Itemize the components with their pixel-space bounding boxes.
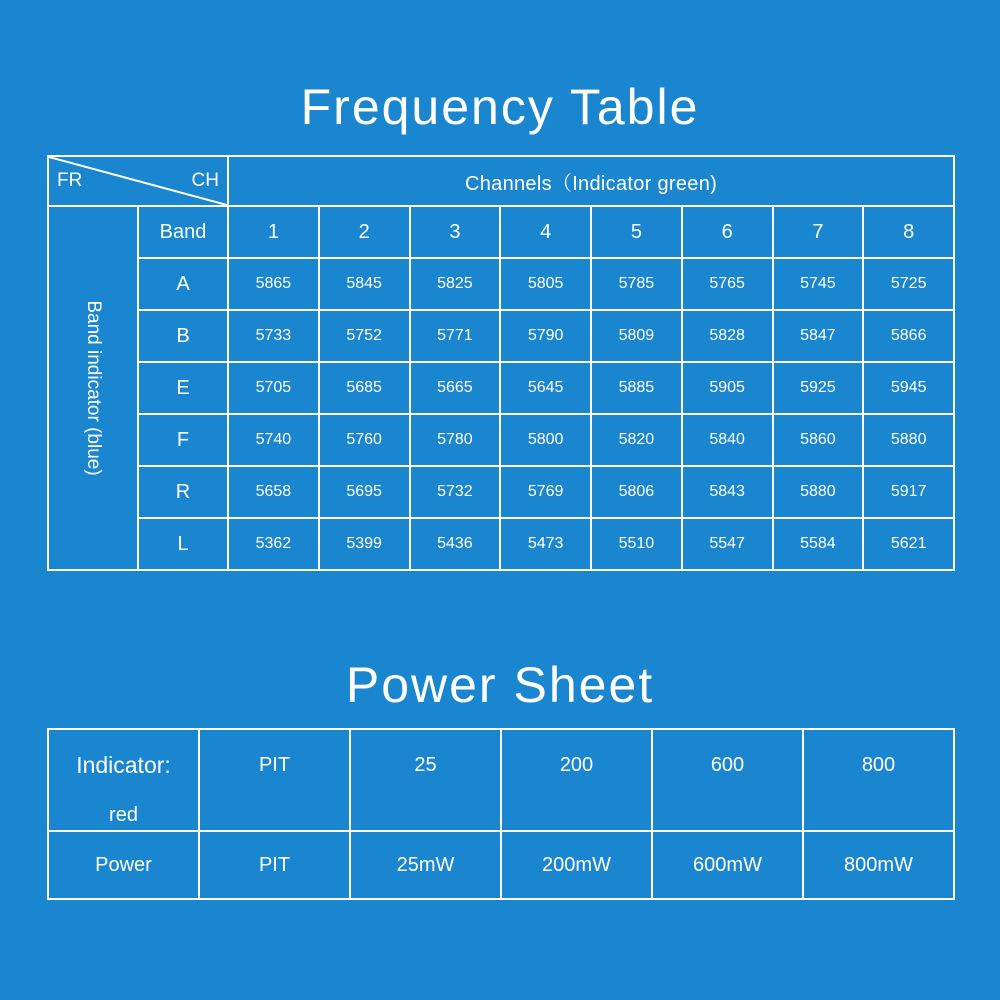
frequency-cell: 5825 <box>410 258 501 310</box>
band-row <box>48 310 954 362</box>
frequency-cell: 5785 <box>591 258 682 310</box>
indicator-value: 200 <box>501 729 652 831</box>
channel-number-row <box>48 206 954 258</box>
band-letter: B <box>138 310 228 362</box>
frequency-cell: 5790 <box>500 310 591 362</box>
frequency-cell: 5905 <box>682 362 773 414</box>
channel-number: 8 <box>863 206 954 258</box>
frequency-cell: 5732 <box>410 466 501 518</box>
frequency-cell: 5843 <box>682 466 773 518</box>
band-letter: A <box>138 258 228 310</box>
frequency-cell: 5880 <box>863 414 954 466</box>
frequency-cell: 5805 <box>500 258 591 310</box>
frequency-cell: 5917 <box>863 466 954 518</box>
frequency-cell: 5621 <box>863 518 954 570</box>
channel-number: 7 <box>773 206 864 258</box>
power-value: 800mW <box>803 831 954 899</box>
frequency-cell: 5828 <box>682 310 773 362</box>
band-row <box>48 414 954 466</box>
band-row <box>48 362 954 414</box>
frequency-cell: 5885 <box>591 362 682 414</box>
channel-number: 6 <box>682 206 773 258</box>
frequency-cell: 5399 <box>319 518 410 570</box>
channels-header: Channels（Indicator green) <box>228 156 954 206</box>
band-letter: F <box>138 414 228 466</box>
power-sheet-title: Power Sheet <box>345 657 655 713</box>
frequency-cell: 5806 <box>591 466 682 518</box>
indicator-label-cell <box>48 729 199 831</box>
frequency-cell: 5769 <box>500 466 591 518</box>
power-row <box>48 831 954 899</box>
band-row <box>48 466 954 518</box>
band-row <box>48 518 954 570</box>
frequency-cell: 5865 <box>228 258 319 310</box>
band-indicator-label: Band indicator (blue) <box>83 300 104 476</box>
power-sheet-table <box>47 728 955 900</box>
frequency-cell: 5436 <box>410 518 501 570</box>
frequency-table <box>47 155 955 571</box>
frequency-cell: 5866 <box>863 310 954 362</box>
frequency-cell: 5685 <box>319 362 410 414</box>
channel-number: 2 <box>319 206 410 258</box>
band-letter: L <box>138 518 228 570</box>
power-value: 600mW <box>652 831 803 899</box>
band-header: Band <box>138 206 228 258</box>
frequency-cell: 5780 <box>410 414 501 466</box>
frequency-cell: 5547 <box>682 518 773 570</box>
frequency-cell: 5847 <box>773 310 864 362</box>
frequency-cell: 5845 <box>319 258 410 310</box>
frequency-cell: 5860 <box>773 414 864 466</box>
channels-header-row <box>48 156 954 206</box>
frequency-cell: 5800 <box>500 414 591 466</box>
frequency-cell: 5645 <box>500 362 591 414</box>
indicator-color-label: red <box>109 804 138 826</box>
frequency-cell: 5765 <box>682 258 773 310</box>
power-value: PIT <box>199 831 350 899</box>
frequency-cell: 5705 <box>228 362 319 414</box>
channel-number: 3 <box>410 206 501 258</box>
frequency-cell: 5658 <box>228 466 319 518</box>
frequency-cell: 5820 <box>591 414 682 466</box>
corner-fr-label: FR <box>57 170 83 191</box>
frequency-cell: 5725 <box>863 258 954 310</box>
power-label: Power <box>48 831 199 899</box>
indicator-label: Indicator: <box>76 752 171 778</box>
frequency-cell: 5362 <box>228 518 319 570</box>
band-letter: E <box>138 362 228 414</box>
frequency-cell: 5840 <box>682 414 773 466</box>
frequency-cell: 5473 <box>500 518 591 570</box>
frequency-cell: 5760 <box>319 414 410 466</box>
power-value: 200mW <box>501 831 652 899</box>
frequency-cell: 5925 <box>773 362 864 414</box>
indicator-row <box>48 729 954 831</box>
frequency-cell: 5880 <box>773 466 864 518</box>
frequency-cell: 5809 <box>591 310 682 362</box>
frequency-cell: 5733 <box>228 310 319 362</box>
channel-number: 1 <box>228 206 319 258</box>
band-row <box>48 258 954 310</box>
band-indicator-cell <box>48 206 138 570</box>
indicator-value: 800 <box>803 729 954 831</box>
corner-ch-label: CH <box>191 170 219 191</box>
indicator-value: 600 <box>652 729 803 831</box>
frequency-cell: 5771 <box>410 310 501 362</box>
corner-cell <box>48 156 228 206</box>
frequency-table-title: Frequency Table <box>300 79 700 135</box>
frequency-cell: 5745 <box>773 258 864 310</box>
frequency-cell: 5665 <box>410 362 501 414</box>
frequency-cell: 5752 <box>319 310 410 362</box>
frequency-cell: 5740 <box>228 414 319 466</box>
frequency-cell: 5510 <box>591 518 682 570</box>
frequency-cell: 5945 <box>863 362 954 414</box>
frequency-cell: 5584 <box>773 518 864 570</box>
power-value: 25mW <box>350 831 501 899</box>
indicator-value: 25 <box>350 729 501 831</box>
channel-number: 4 <box>500 206 591 258</box>
band-letter: R <box>138 466 228 518</box>
indicator-value: PIT <box>199 729 350 831</box>
frequency-cell: 5695 <box>319 466 410 518</box>
channel-number: 5 <box>591 206 682 258</box>
